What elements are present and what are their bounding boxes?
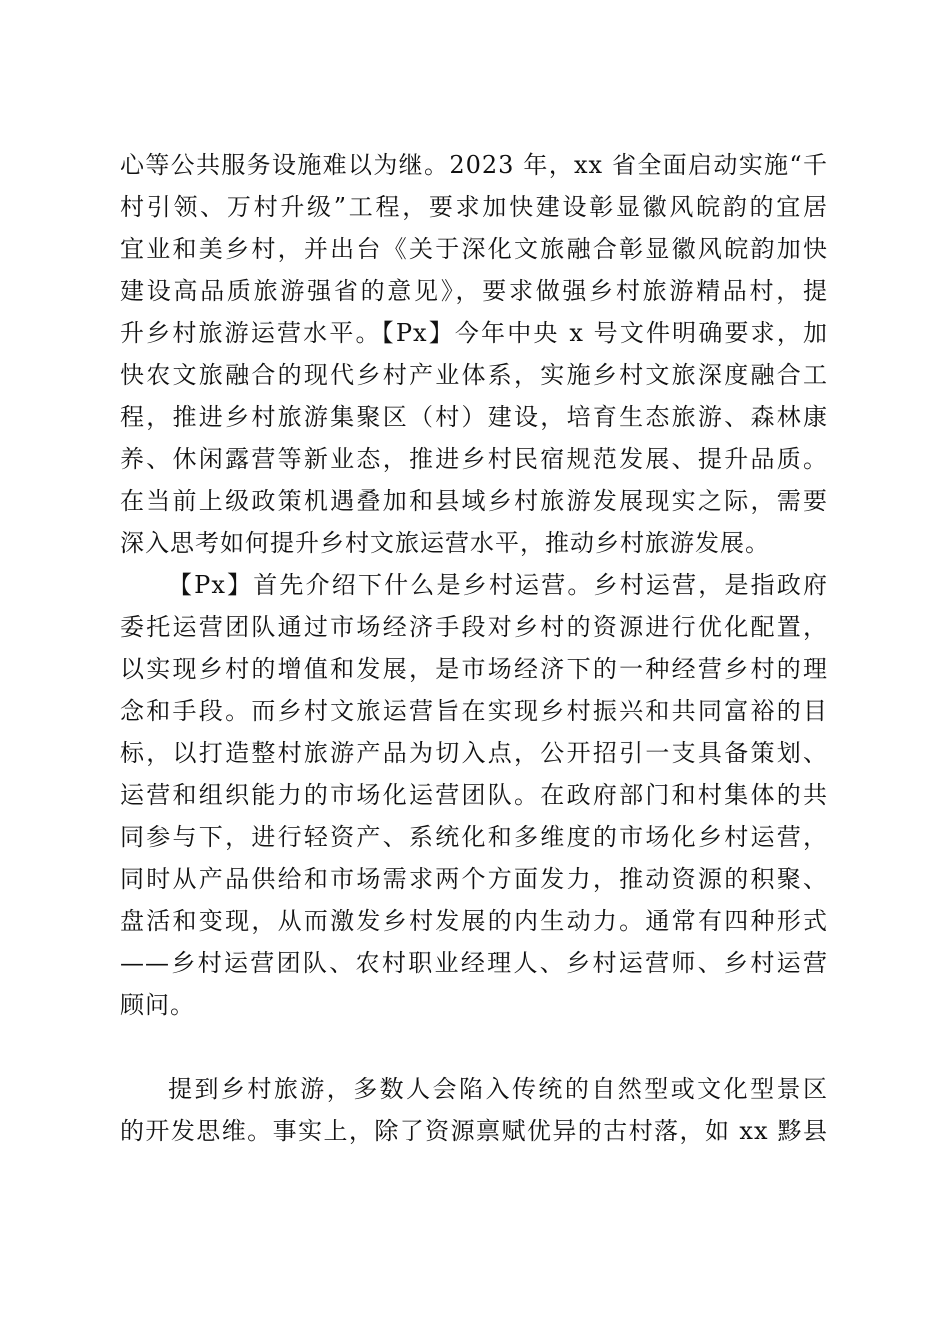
text-line: 同参与下，进行轻资产、系统化和多维度的市场化乡村运营， xyxy=(120,823,828,851)
text-line: 快农文旅融合的现代乡村产业体系，实施乡村文旅深度融合工 xyxy=(120,361,828,389)
text-line: 升乡村旅游运营水平。【Px】今年中央 x 号文件明确要求，加 xyxy=(120,319,828,347)
text-line: 深入思考如何提升乡村文旅运营水平，推动乡村旅游发展。 xyxy=(120,529,770,557)
text-line: 运营和组织能力的市场化运营团队。在政府部门和村集体的共 xyxy=(120,781,828,809)
text-line: 程，推进乡村旅游集聚区（村）建设，培育生态旅游、森林康 xyxy=(120,403,828,431)
text-line: 在当前上级政策机遇叠加和县域乡村旅游发展现实之际，需要 xyxy=(120,487,828,515)
text-line: 的开发思维。事实上，除了资源禀赋优异的古村落，如 xx 黟县 xyxy=(120,1117,828,1145)
text-line: 以实现乡村的增值和发展，是市场经济下的一种经营乡村的理 xyxy=(120,655,828,683)
text-line: 标，以打造整村旅游产品为切入点，公开招引一支具备策划、 xyxy=(120,739,828,767)
text-line: 顾问。 xyxy=(120,991,195,1019)
text-line: 委托运营团队通过市场经济手段对乡村的资源进行优化配置， xyxy=(120,613,828,641)
text-line: 盘活和变现，从而激发乡村发展的内生动力。通常有四种形式 xyxy=(120,907,828,935)
text-line: 心等公共服务设施难以为继。2023 年，xx 省全面启动实施“千 xyxy=(120,151,828,179)
text-line: 村引领、万村升级”工程，要求加快建设彰显徽风皖韵的宜居 xyxy=(120,193,828,221)
text-line: 养、休闲露营等新业态，推进乡村民宿规范发展、提升品质。 xyxy=(120,445,828,473)
text-line: 同时从产品供给和市场需求两个方面发力，推动资源的积聚、 xyxy=(120,865,828,893)
text-line: 【Px】首先介绍下什么是乡村运营。乡村运营，是指政府 xyxy=(168,571,828,599)
text-line: 宜业和美乡村，并出台《关于深化文旅融合彰显徽风皖韵加快 xyxy=(120,235,828,263)
text-line: 提到乡村旅游，多数人会陷入传统的自然型或文化型景区 xyxy=(168,1075,828,1103)
text-line: 念和手段。而乡村文旅运营旨在实现乡村振兴和共同富裕的目 xyxy=(120,697,828,725)
text-line: ——乡村运营团队、农村职业经理人、乡村运营师、乡村运营 xyxy=(120,949,828,977)
text-line: 建设高品质旅游强省的意见》，要求做强乡村旅游精品村，提 xyxy=(120,277,828,305)
